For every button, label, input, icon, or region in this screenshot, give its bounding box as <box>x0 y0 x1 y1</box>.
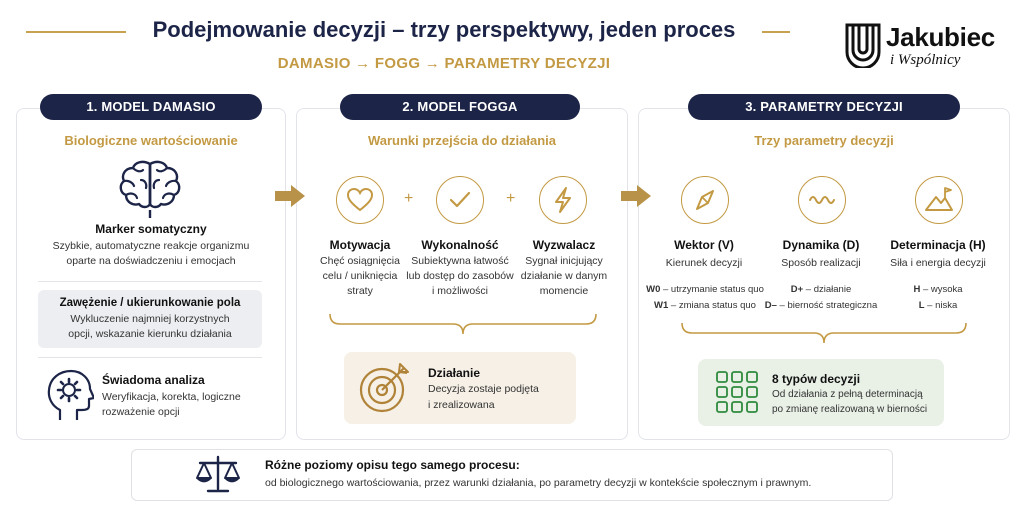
trigger-desc-3: momencie <box>539 285 589 297</box>
damasio-divider-2 <box>38 357 262 358</box>
dynamics-sub: Sposób realizacji <box>781 257 861 269</box>
motivation-desc-2: celu / uniknięcia <box>322 270 398 282</box>
feasibility-desc-1: Subiektywna łatwość <box>411 255 509 267</box>
determination-sub: Siła i energia decyzji <box>890 257 986 269</box>
vector-w1: W1 – zmiana status quo <box>654 300 756 311</box>
feasibility-desc-2: lub dostęp do zasobów <box>406 270 514 282</box>
trigger-desc-2: działanie w danym <box>520 270 608 282</box>
scales-icon <box>194 454 242 494</box>
damasio-title: Biologiczne wartościowanie <box>64 133 238 148</box>
dynamics-title: Dynamika (D) <box>782 238 860 252</box>
narrowing-desc-1: Wykluczenie najmniej korzystnych <box>70 313 230 325</box>
action-desc-1: Decyzja zostaje podjęta <box>428 383 539 395</box>
plus-sign: + <box>404 190 414 207</box>
types-desc-2: po zmianę realizowaną w bierności <box>772 404 928 415</box>
summary-title: Różne poziomy opisu tego samego procesu: <box>265 458 520 472</box>
summary-desc: od biologicznego wartościowania, przez warunki działania, po parametry decyzji w kontekście społecznym i prawnym. <box>265 477 812 489</box>
dynamics-dminus: D– – bierność strategiczna <box>764 300 878 311</box>
determination-l: L – niska <box>918 300 958 311</box>
logo-subtitle: i Wspólnicy <box>890 52 961 68</box>
narrowing-title: Zawężenie / ukierunkowanie pola <box>59 297 241 309</box>
target-icon <box>356 360 412 416</box>
dynamics-dplus: D+ – działanie <box>790 284 852 295</box>
action-title: Działanie <box>428 366 481 380</box>
logo-mark-icon <box>844 22 882 68</box>
brain-icon <box>117 158 183 212</box>
title-decor-line-left <box>26 31 126 33</box>
company-logo <box>844 22 1004 72</box>
determination-circle <box>915 176 963 224</box>
fogg-title: Warunki przejścia do działania <box>367 133 557 148</box>
motivation-circle <box>336 176 384 224</box>
lightning-icon <box>540 177 586 223</box>
pill-fogg: 2. MODEL FOGGA <box>340 94 580 120</box>
vector-sub: Kierunek decyzji <box>665 257 743 269</box>
wave-icon <box>799 177 845 223</box>
title-decor-line-right <box>762 31 790 33</box>
types-title: 8 typów decyzji <box>772 372 861 386</box>
trigger-circle <box>539 176 587 224</box>
determination-title: Determinacja (H) <box>890 238 986 252</box>
pill-parameters: 3. PARAMETRY DECYZJI <box>688 94 960 120</box>
check-icon <box>437 177 483 223</box>
analysis-desc-2: rozważenie opcji <box>102 406 180 418</box>
motivation-desc-3: straty <box>347 285 373 297</box>
mountain-flag-icon <box>916 177 962 223</box>
vector-title: Wektor (V) <box>674 238 734 252</box>
compass-icon <box>682 177 728 223</box>
motivation-title: Motywacja <box>329 238 391 252</box>
marker-desc-2: oparte na doświadczeniu i emocjach <box>66 255 236 267</box>
analysis-desc-1: Weryfikacja, korekta, logiczne <box>102 391 241 403</box>
trigger-title: Wyzwalacz <box>532 238 596 252</box>
logo-name: Jakubiec <box>886 22 995 52</box>
marker-title: Marker somatyczny <box>95 222 207 236</box>
summary-box <box>131 449 893 501</box>
brain-stem-icon <box>143 210 157 218</box>
vector-w0: W0 – utrzymanie status quo <box>646 284 764 295</box>
trigger-desc-1: Sygnał inicjujący <box>525 255 603 267</box>
params-title: Trzy parametry decyzji <box>754 133 894 148</box>
plus-sign: + <box>506 190 516 207</box>
curly-brace <box>680 321 968 345</box>
marker-desc-1: Szybkie, automatyczne reakcje organizmu <box>52 240 250 252</box>
vector-circle <box>681 176 729 224</box>
arrow-right-icon <box>275 185 305 207</box>
types-desc-1: Od działania z pełną determinacją <box>772 389 923 400</box>
curly-brace <box>328 312 598 336</box>
determination-h: H – wysoka <box>913 284 963 295</box>
feasibility-title: Wykonalność <box>421 238 499 252</box>
head-gear-icon <box>44 368 94 422</box>
action-desc-2: i zrealizowana <box>428 399 495 411</box>
dynamics-circle <box>798 176 846 224</box>
feasibility-desc-3: i możliwości <box>431 285 488 297</box>
grid-icon <box>716 371 758 413</box>
feasibility-circle <box>436 176 484 224</box>
arrow-right-icon <box>621 185 651 207</box>
analysis-title: Świadoma analiza <box>102 373 205 387</box>
motivation-desc-1: Chęć osiągnięcia <box>320 255 400 267</box>
page-title: Podejmowanie decyzji – trzy perspektywy, jeden proces <box>152 17 736 42</box>
heart-icon <box>337 177 383 223</box>
narrowing-desc-2: opcji, wskazanie kierunku działania <box>68 328 232 340</box>
damasio-divider-1 <box>38 281 262 282</box>
pill-damasio: 1. MODEL DAMASIO <box>40 94 262 120</box>
page-subtitle: DAMASIO → FOGG → PARAMETRY DECYZJI <box>277 55 611 72</box>
